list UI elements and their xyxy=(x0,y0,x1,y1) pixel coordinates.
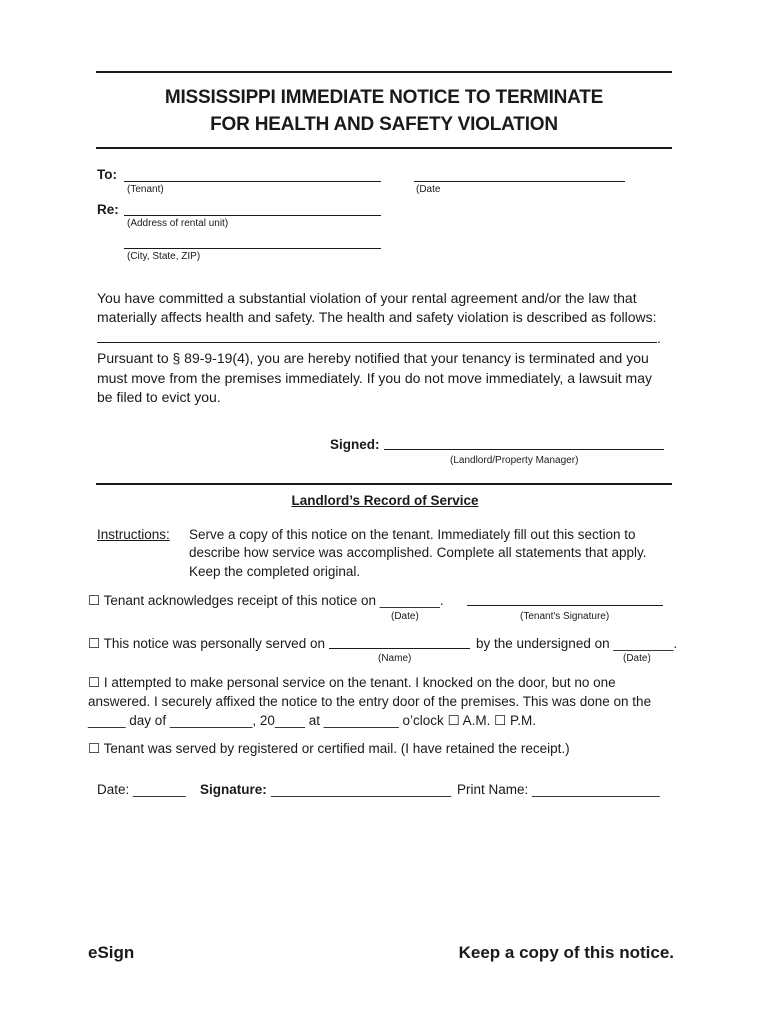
instructions-line-3: Keep the completed original. xyxy=(189,564,361,579)
title-line-1: MISSISSIPPI IMMEDIATE NOTICE TO TERMINATE xyxy=(164,87,604,108)
instructions-line-2: describe how service was accomplished. Complete all statements that apply. xyxy=(189,545,647,560)
attempted-service-line-2: answered. I securely affixed the notice to the entry door of the premises. This was done on the xyxy=(88,694,652,709)
section-rule xyxy=(96,483,672,485)
server-date-field[interactable]: Date: _______ xyxy=(97,782,186,797)
to-label: To: xyxy=(97,167,117,182)
city-state-zip-field[interactable] xyxy=(124,248,381,249)
violation-text-line-2: materially affects health and safety. The health and safety violation is described as follows: xyxy=(97,309,657,325)
date-field[interactable] xyxy=(414,181,625,182)
statute-text-line-2: must move from the premises immediately. If you do not move immediately, a lawsuit may xyxy=(97,370,653,386)
print-name-field[interactable]: Print Name: _________________ xyxy=(457,782,660,797)
landlord-signature-field[interactable] xyxy=(384,449,664,450)
served-name-field[interactable] xyxy=(329,648,470,649)
tenant-caption: (Tenant) xyxy=(127,184,164,195)
re-label: Re: xyxy=(97,202,119,217)
server-signature-field[interactable]: ________________________ xyxy=(271,782,452,797)
date-caption: (Date xyxy=(416,184,441,195)
attempted-service-checkbox[interactable]: ☐ I attempted to make personal service on the tenant. I knocked on the door, but no one xyxy=(88,675,616,690)
address-field[interactable] xyxy=(124,215,381,216)
instructions-line-1: Serve a copy of this notice on the tenant. Immediately fill out this section to xyxy=(189,527,636,542)
statute-text-line-3: be filed to evict you. xyxy=(97,389,221,405)
keep-copy-note: Keep a copy of this notice. xyxy=(458,943,674,962)
tenant-acknowledges-checkbox[interactable]: ☐ Tenant acknowledges receipt of this notice on ________. xyxy=(88,593,444,608)
violation-text-line-1: You have committed a substantial violation of your rental agreement and/or the law that xyxy=(97,290,637,306)
statute-text-line-1: Pursuant to § 89-9-19(4), you are hereby notified that your tenancy is terminated and you xyxy=(97,350,649,366)
tenant-signature-caption: (Tenant's Signature) xyxy=(520,611,610,622)
certified-mail-checkbox[interactable]: ☐ Tenant was served by registered or certified mail. (I have retained the receipt.) xyxy=(88,741,570,756)
city-state-zip-caption: (City, State, ZIP) xyxy=(127,251,201,262)
landlord-caption: (Landlord/Property Manager) xyxy=(450,455,579,466)
tenant-signature-field[interactable] xyxy=(467,605,663,606)
address-caption: (Address of rental unit) xyxy=(127,218,229,229)
esign-logo: eSign xyxy=(88,943,135,962)
title-rule xyxy=(96,147,672,149)
attempted-service-line-3: _____ day of ___________, 20____ at __________ o’clock ☐ A.M. ☐ P.M. xyxy=(88,713,537,728)
top-rule xyxy=(96,71,672,73)
tenant-field[interactable] xyxy=(124,181,381,182)
record-of-service-heading: Landlord’s Record of Service xyxy=(291,493,479,508)
instructions-label: Instructions: xyxy=(97,527,170,542)
server-signature-label: Signature: xyxy=(200,782,267,797)
violation-period: . xyxy=(657,330,661,346)
served-date-caption: (Date) xyxy=(623,653,651,664)
title-line-2: FOR HEALTH AND SAFETY VIOLATION xyxy=(210,114,558,135)
signed-label: Signed: xyxy=(330,437,380,452)
personally-served-text-b: by the undersigned on ________. xyxy=(476,636,678,651)
personally-served-checkbox[interactable]: ☐ This notice was personally served on xyxy=(88,636,325,651)
opt1-date-caption: (Date) xyxy=(391,611,419,622)
served-name-caption: (Name) xyxy=(378,653,412,664)
violation-description-field[interactable] xyxy=(97,342,657,343)
